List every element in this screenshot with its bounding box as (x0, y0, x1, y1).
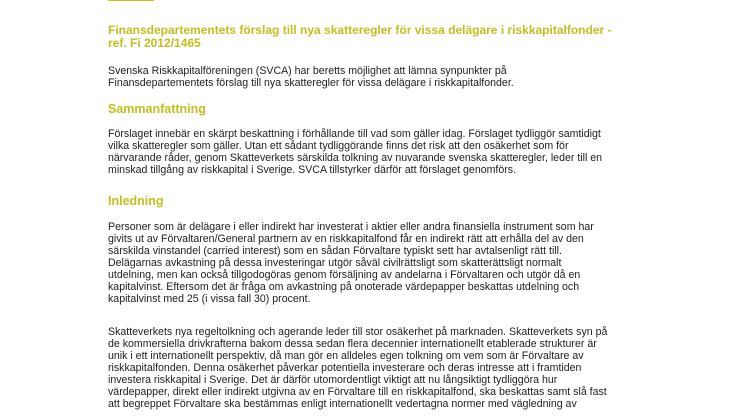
introduction-line: givits ut av Förvaltaren/General partnern av en riskkapitalfond får en indirekt rätt att erhålla del av den (108, 233, 584, 245)
introduction-line: utdelning, men kan också tillgodogöras genom försäljning av andelarna i Förvaltaren och utgör då en (108, 269, 581, 281)
introduction-line: värdepapper, direkt eller indirekt utgivna av en Förvaltare till en riskkapitalfond, ska beskattas samt slå fast (108, 386, 607, 398)
introduction-line: investera riskkapital i Sverige. Det är därför utomordentligt viktigt att nu långsiktigt tydliggöra hur (108, 374, 558, 386)
intro-paragraph (108, 65, 648, 89)
intro-line: Svenska Riskkapitalföreningen (SVCA) har beretts möjlighet att lämna synpunkter på (108, 65, 507, 77)
introduction-line: unik i ett internationellt perspektiv, då man gör en alldeles egen tolkning om vem som är Förvaltare av (108, 350, 584, 362)
introduction-line: Personer som är delägare i eller indirekt har investerat i aktier eller andra finansiella instrument som har (108, 221, 594, 233)
introduction-line: särskilda vinstandel (carried interest) som en sådan Förvaltare typiskt sett har avtalsenligt rätt till. (108, 245, 562, 257)
title-line: Finansdepartementets förslag till nya skatteregler för vissa delägare i riskkapitalfonder - (108, 23, 612, 37)
introduction-line: kapitalvinst. Eftersom det är fråga om avkastning på onoterade värdepapper beskattas utdelning och (108, 281, 580, 293)
summary-heading: Sammanfattning (108, 102, 206, 116)
summary-line: minskad tillgång av riskkapital i Sverige. SVCA tillstyrker därför att förslaget genomförs. (108, 164, 517, 176)
introduction-paragraph-1 (108, 221, 648, 305)
document-title (108, 24, 648, 50)
summary-line: Förslaget innebär en skärpt beskattning i förhållande till vad som gäller idag. Förslaget tydliggör samtidigt (108, 128, 601, 140)
introduction-line: Delägarnas avkastning på dessa investeringar utgör såväl civilrättsligt som skatterättsligt normalt (108, 257, 562, 269)
summary-paragraph (108, 128, 648, 176)
intro-line: Finansdepartementets förslag till nya skatteregler för vissa delägare i riskkapitalfonder. (108, 77, 514, 89)
introduction-heading: Inledning (108, 194, 164, 208)
top-accent-strip (108, 0, 168, 2)
introduction-line: kapitalvinst med 25 (i vissa fall 30) procent. (108, 293, 311, 305)
introduction-line: att begreppet Förvaltare ska bestämmas enligt internationellt vedertagna normer med vägledning av (108, 398, 577, 410)
summary-line: vilka skatteregler som gäller. Utan ett sådant tydliggörande finns det risk att den osäkerhet som för (108, 140, 569, 152)
introduction-line: de kommersiella drivkrafterna bakom dessa sedan flera decennier internationellt etablerade strukturer är (108, 338, 597, 350)
introduction-line: riskkapitalfonden. Denna osäkerhet påverkar potentiella investerare och deras intresse att i framtiden (108, 362, 582, 374)
introduction-line: Skatteverkets nya regeltolkning och agerande leder till stor osäkerhet på marknaden. Skatteverkets syn på (108, 326, 608, 338)
introduction-paragraph-2 (108, 326, 648, 410)
summary-line: närvarande råder, genom Skatteverkets särskilda tolkning av nuvarande svenska skatteregler, leder till en (108, 152, 603, 164)
title-line: ref. Fi 2012/1465 (108, 36, 201, 50)
